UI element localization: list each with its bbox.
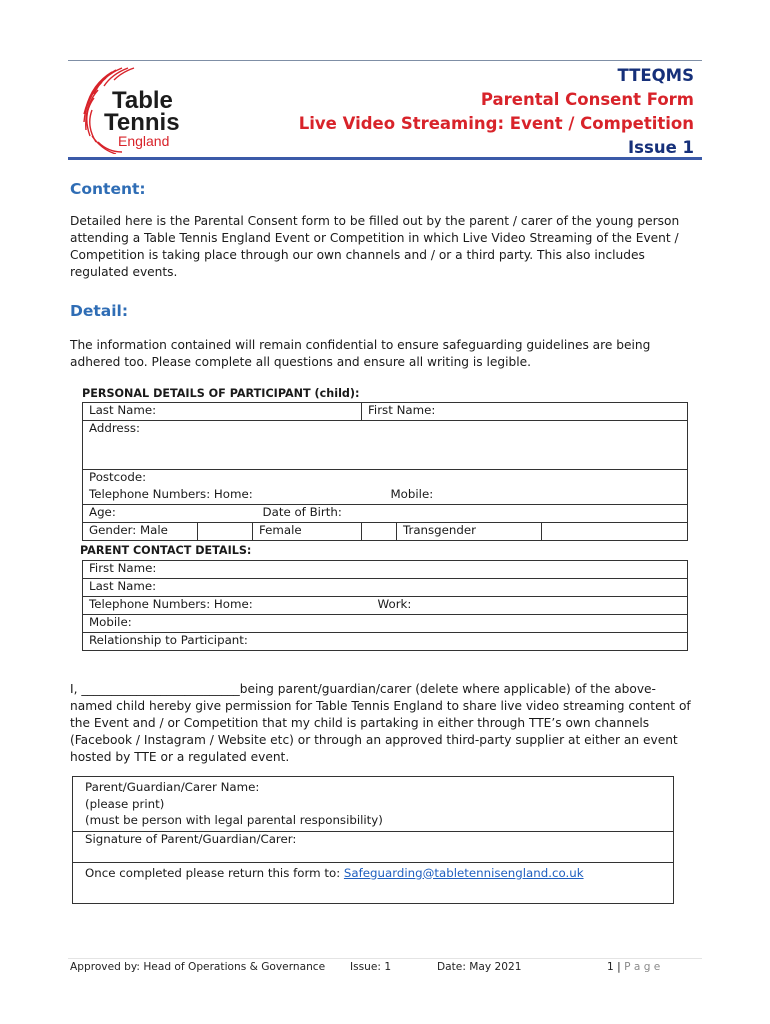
guardian-name-field[interactable] (73, 777, 674, 832)
age-row (83, 505, 688, 523)
page-separator: | (617, 961, 621, 973)
signature-table (72, 776, 674, 904)
parent-work-field[interactable]: Work: (377, 597, 412, 611)
footer-approved: Approved by: Head of Operations & Governance (70, 961, 326, 973)
first-name-field[interactable]: First Name: (362, 403, 688, 421)
guardian-name-label: Parent/Guardian/Carer Name: (85, 780, 260, 794)
gender-trans-label: Transgender (397, 523, 542, 541)
gender-male-label: Gender: Male (83, 523, 198, 541)
phone-home-field[interactable]: Telephone Numbers: Home: (89, 487, 253, 501)
participant-heading: PERSONAL DETAILS OF PARTICIPANT (child): (82, 387, 360, 400)
content-paragraph: Detailed here is the Parental Consent form to be filled out by the parent / carer of the young person attending a Table Tennis England Event or Competition in which Live Video Streaming of the Event / Competition is taking place through our own channels and / or a third party. This also includes regulated events. (70, 214, 680, 279)
gender-female-box[interactable] (362, 523, 397, 541)
content-heading: Content: (70, 180, 146, 198)
header-bottom-rule (68, 157, 702, 160)
dob-field[interactable]: Date of Birth: (262, 505, 342, 519)
gender-female-label: Female (253, 523, 362, 541)
parent-phone-home-field[interactable]: Telephone Numbers: Home: (89, 597, 253, 611)
mobile-field[interactable]: Mobile: (390, 487, 434, 501)
footer-rule (68, 958, 702, 959)
page-number: 1 (607, 961, 614, 973)
consent-paragraph: I, __________________________being parent/guardian/carer (delete where applicable) of the above-named child hereby give permission for Table Tennis England to share live video streaming content of the Event and / or Competition that my child is partaking in either through TTE’s own channels (Facebook / Instagram / Website etc) or through an approved third-party supplier at either an event hosted by TTE or a regulated event. (70, 682, 691, 764)
logo-text-england: England (118, 133, 170, 149)
gender-trans-box[interactable] (542, 523, 688, 541)
logo-text-table: Table (112, 87, 173, 114)
postcode-field[interactable]: Postcode: (83, 470, 688, 488)
footer-page (607, 961, 660, 973)
detail-heading: Detail: (70, 302, 129, 320)
document-code: TTEQMS (617, 66, 694, 85)
parent-last-name-field[interactable]: Last Name: (83, 579, 688, 597)
table-tennis-england-logo (72, 64, 184, 154)
footer-issue: Issue: 1 (350, 961, 392, 973)
participant-table (82, 402, 688, 541)
return-text: Once completed please return this form to: (85, 865, 344, 880)
parent-mobile-field[interactable]: Mobile: (83, 615, 688, 633)
legal-note: (must be person with legal parental responsibility) (85, 813, 383, 827)
footer-date: Date: May 2021 (437, 961, 522, 973)
relationship-field[interactable]: Relationship to Participant: (83, 633, 688, 651)
return-row (73, 862, 674, 903)
logo-text-tennis: Tennis (104, 109, 180, 136)
header-top-rule (68, 60, 702, 61)
last-name-field[interactable]: Last Name: (83, 403, 362, 421)
page-word: P a g e (624, 961, 661, 973)
print-note: (please print) (85, 796, 165, 811)
parent-first-name-field[interactable]: First Name: (83, 561, 688, 579)
address-field[interactable]: Address: (83, 421, 688, 470)
detail-paragraph: The information contained will remain confidential to ensure safeguarding guidelines are being adhered too. Please complete all questions and ensure all writing is legible. (70, 338, 651, 369)
age-field[interactable]: Age: (89, 505, 116, 519)
document-issue: Issue 1 (628, 138, 694, 157)
safeguarding-email-link[interactable]: Safeguarding@tabletennisengland.co.uk (343, 865, 584, 880)
gender-male-box[interactable] (198, 523, 253, 541)
signature-field[interactable]: Signature of Parent/Guardian/Carer: (73, 831, 674, 862)
phone-row (83, 487, 688, 505)
parent-phone-row (83, 597, 688, 615)
parent-table (82, 560, 688, 651)
document-title: Parental Consent Form (480, 90, 694, 109)
document-subtitle: Live Video Streaming: Event / Competition (298, 114, 694, 133)
parent-heading: PARENT CONTACT DETAILS: (80, 544, 252, 557)
